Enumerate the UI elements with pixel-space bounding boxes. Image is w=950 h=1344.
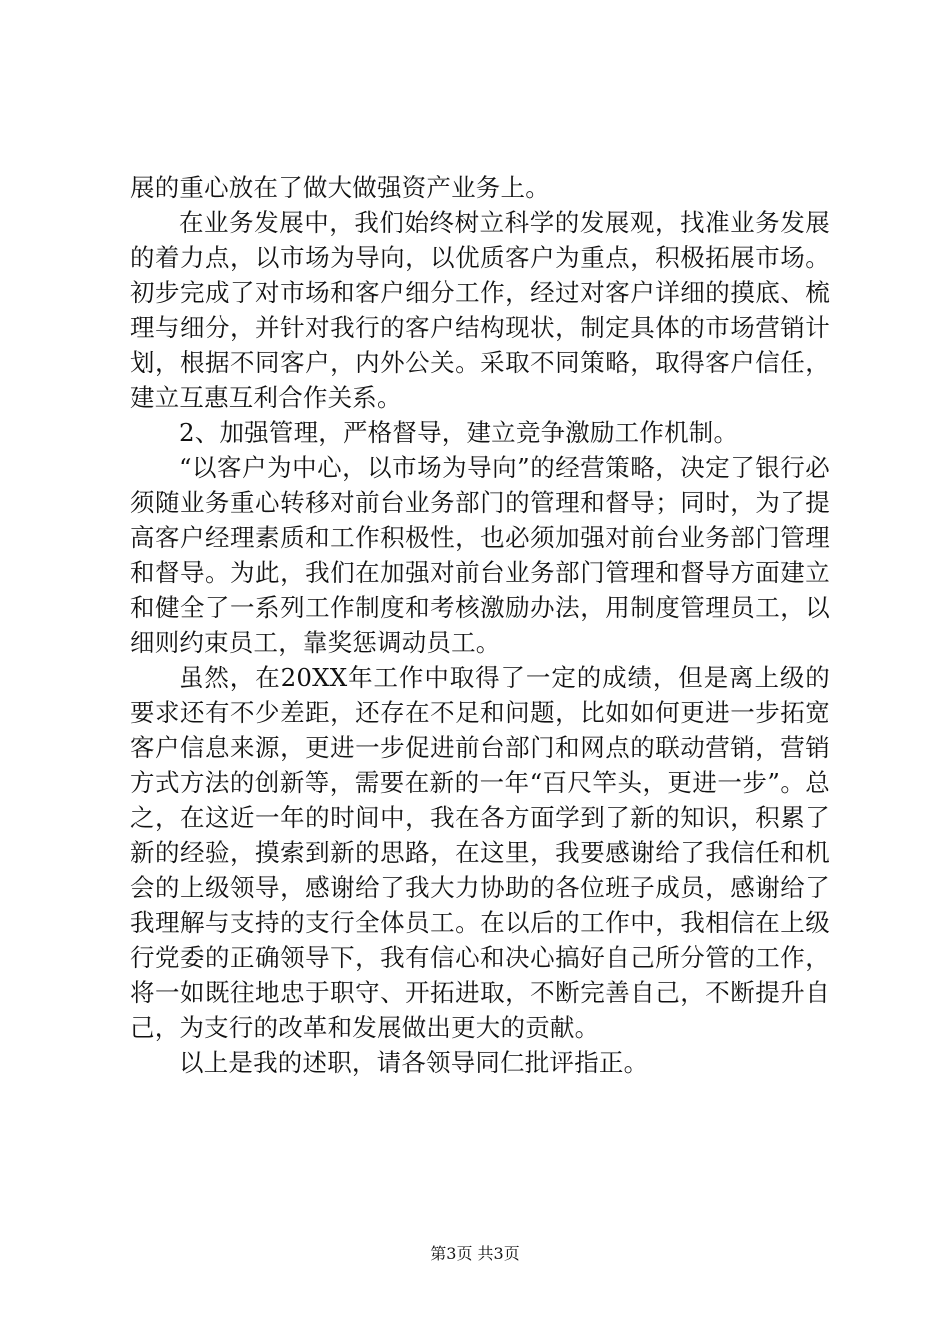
paragraph-summary: 虽然，在20XX年工作中取得了一定的成绩，但是离上级的要求还有不少差距，还存在不足和问题，比如如何更进一步拓宽客户信息来源，更进一步促进前台部门和网点的联动营销，营销方式方法的创新等，需要在新的一年“百尺竿头，更进一步”。总之，在这近一年的时间中，我在各方面学到了新的知识，积累了新的经验，摸索到新的思路，在这里，我要感谢给了我信任和机会的上级领导，感谢给了我大力协助的各位班子成员，感谢给了我理解与支持的支行全体员工。在以后的工作中，我相信在上级行党委的正确领导下，我有信心和决心搞好自己所分管的工作，将一如既往地忠于职守、开拓进取，不断完善自己，不断提升自己，为支行的改革和发展做出更大的贡献。 <box>130 663 830 1042</box>
page-footer <box>0 1244 950 1264</box>
paragraph-closing: 以上是我的述职，请各领导同仁批评指正。 <box>179 1048 649 1077</box>
paragraph-heading-management: 2、加强管理，严格督导，建立竞争激励工作机制。 <box>179 418 739 447</box>
paragraph-management-details: “以客户为中心，以市场为导向”的经营策略，决定了银行必须随业务重心转移对前台业务部门的管理和督导；同时，为了提高客户经理素质和工作积极性，也必须加强对前台业务部门管理和督导。为此，我们在加强对前台业务部门管理和督导方面建立和健全了一系列工作制度和考核激励办法，用制度管理员工，以细则约束员工，靠奖惩调动员工。 <box>130 453 830 657</box>
paragraph-continuation: 展的重心放在了做大做强资产业务上。 <box>130 173 550 202</box>
page-number: 第3页 共3页 <box>430 1244 520 1263</box>
document-body <box>130 170 830 1080</box>
paragraph-business-development: 在业务发展中，我们始终树立科学的发展观，找准业务发展的着力点，以市场为导向，以优质客户为重点，积极拓展市场。初步完成了对市场和客户细分工作，经过对客户详细的摸底、梳理与细分，并针对我行的客户结构现状，制定具体的市场营销计划，根据不同客户，内外公关。采取不同策略，取得客户信任，建立互惠互利合作关系。 <box>130 208 830 412</box>
